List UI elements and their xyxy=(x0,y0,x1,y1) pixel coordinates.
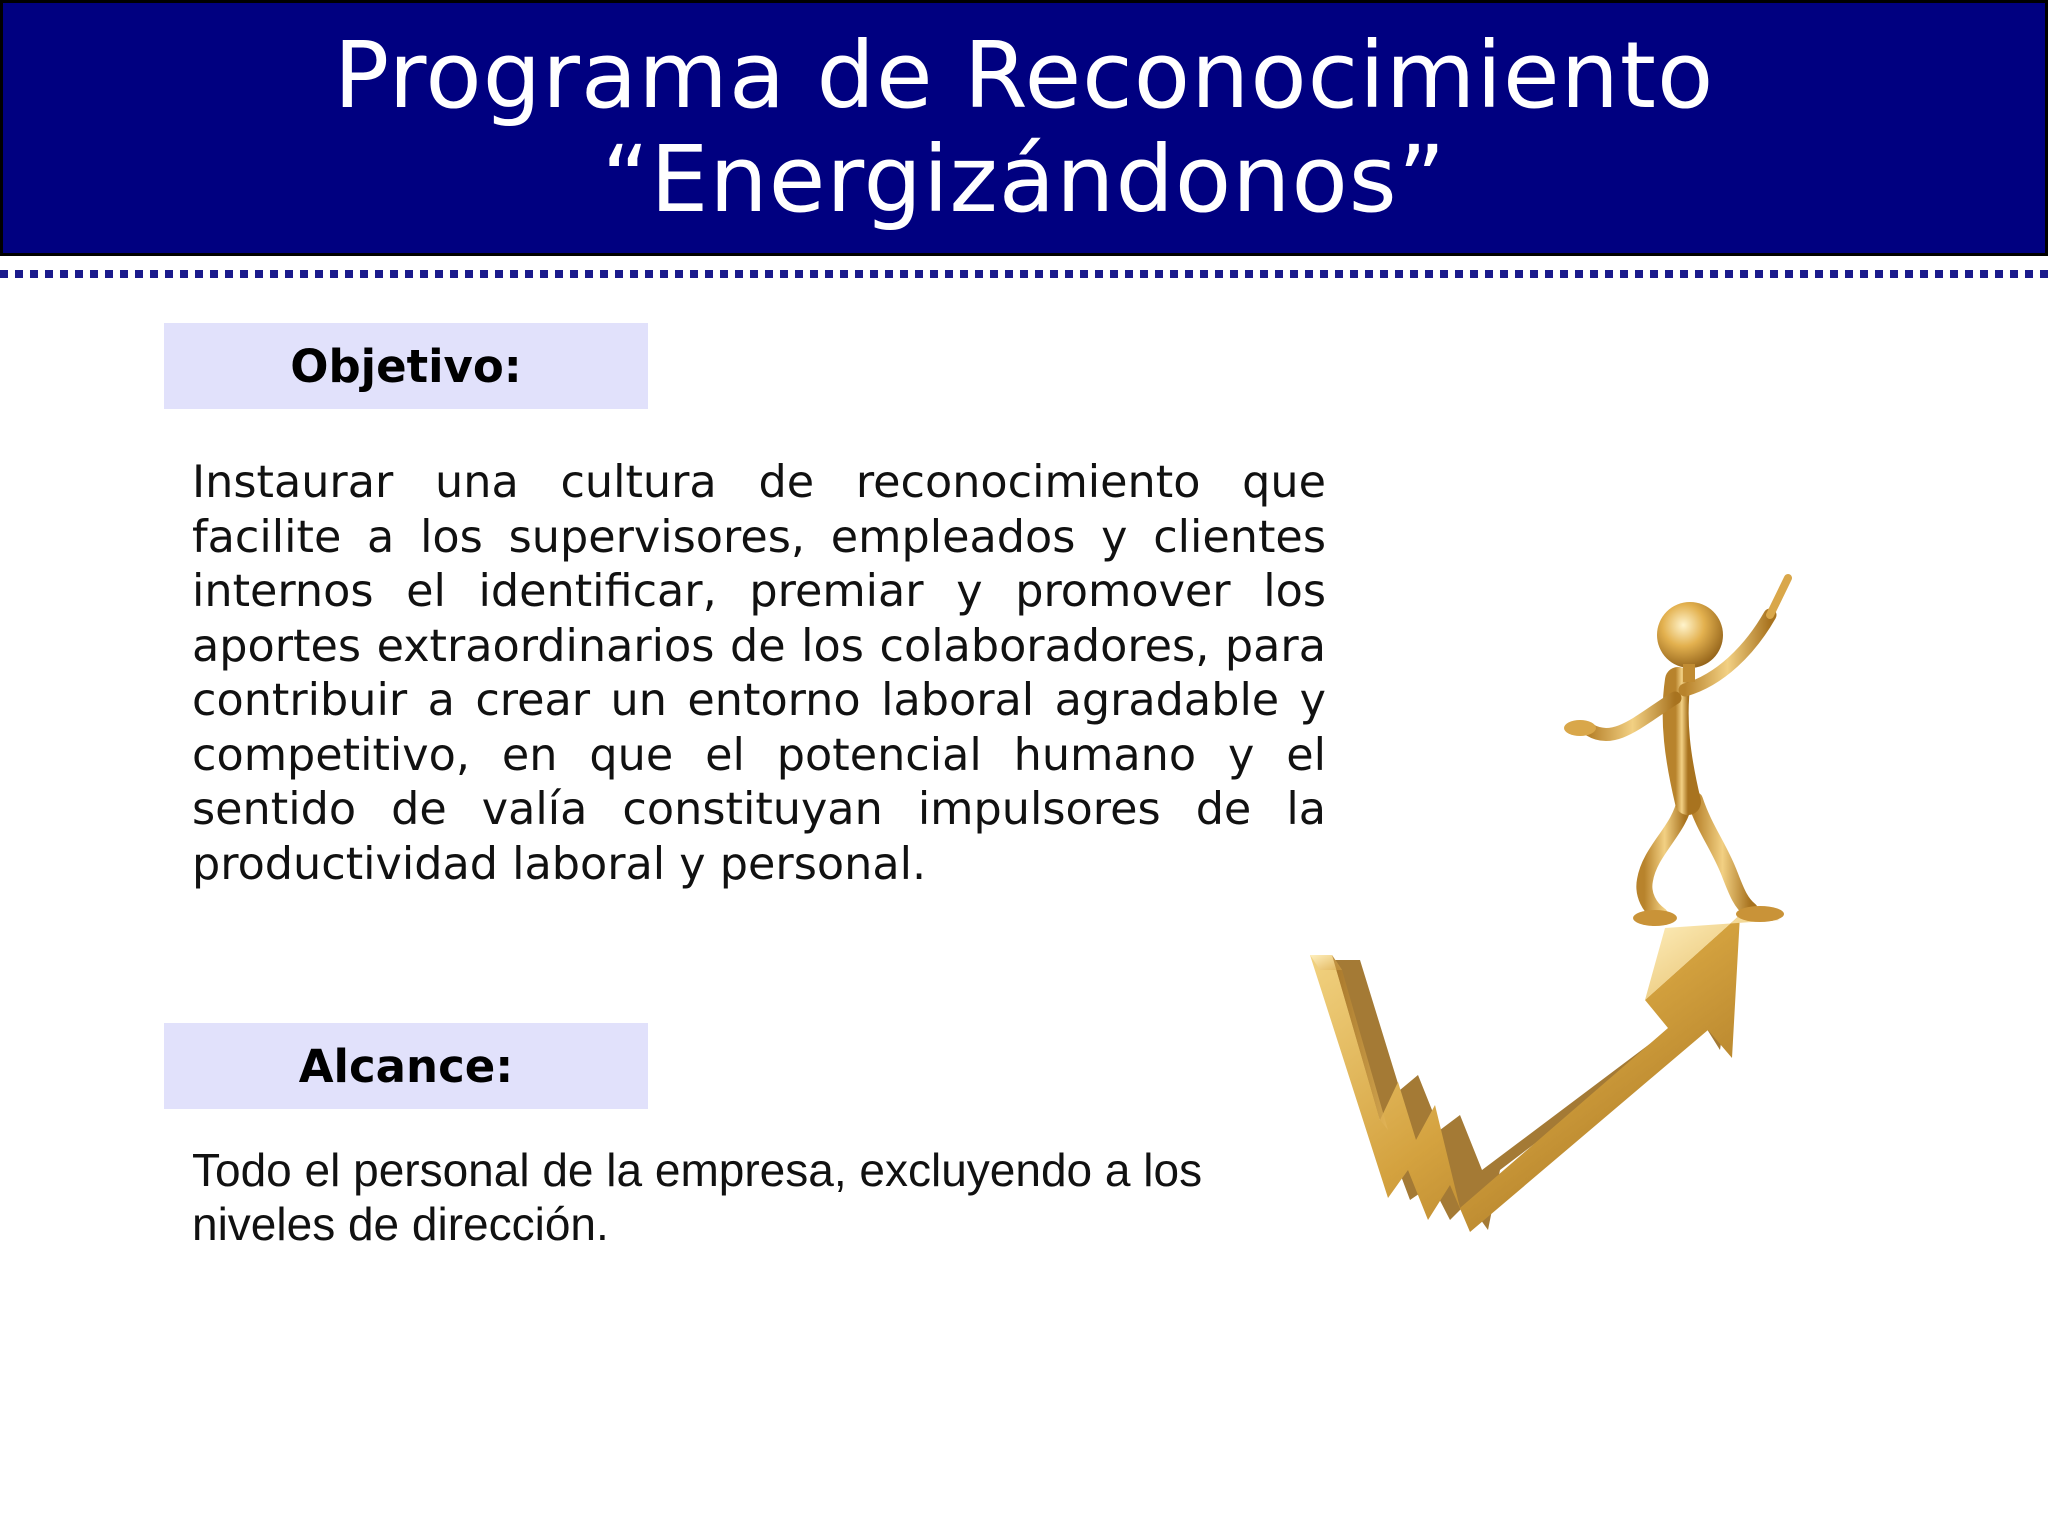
objetivo-label: Objetivo: xyxy=(164,323,648,409)
alcance-text: Todo el personal de la empresa, excluyendo a los niveles de dirección. xyxy=(192,1144,1203,1250)
objetivo-text: Instaurar una cultura de reconocimiento que facilite a los supervisores, empleados y clientes internos el identificar, premiar y promover los aportes extraordinarios de los colaboradores, para contribuir a crear un entorno laboral agradable y competitivo, en que el potencial humano y el sentido de valía constituyan impulsores de la productividad laboral y personal. xyxy=(192,457,1326,890)
title-banner xyxy=(0,0,2048,256)
title-line-1: Programa de Reconocimiento xyxy=(333,22,1715,129)
gold-figure xyxy=(1564,578,1788,926)
gold-figure-on-rising-arrow-icon xyxy=(1300,530,1900,1270)
title-line-2: “Energizándonos” xyxy=(601,126,1447,233)
dotted-divider xyxy=(0,270,2048,278)
alcance-label: Alcance: xyxy=(164,1023,648,1109)
